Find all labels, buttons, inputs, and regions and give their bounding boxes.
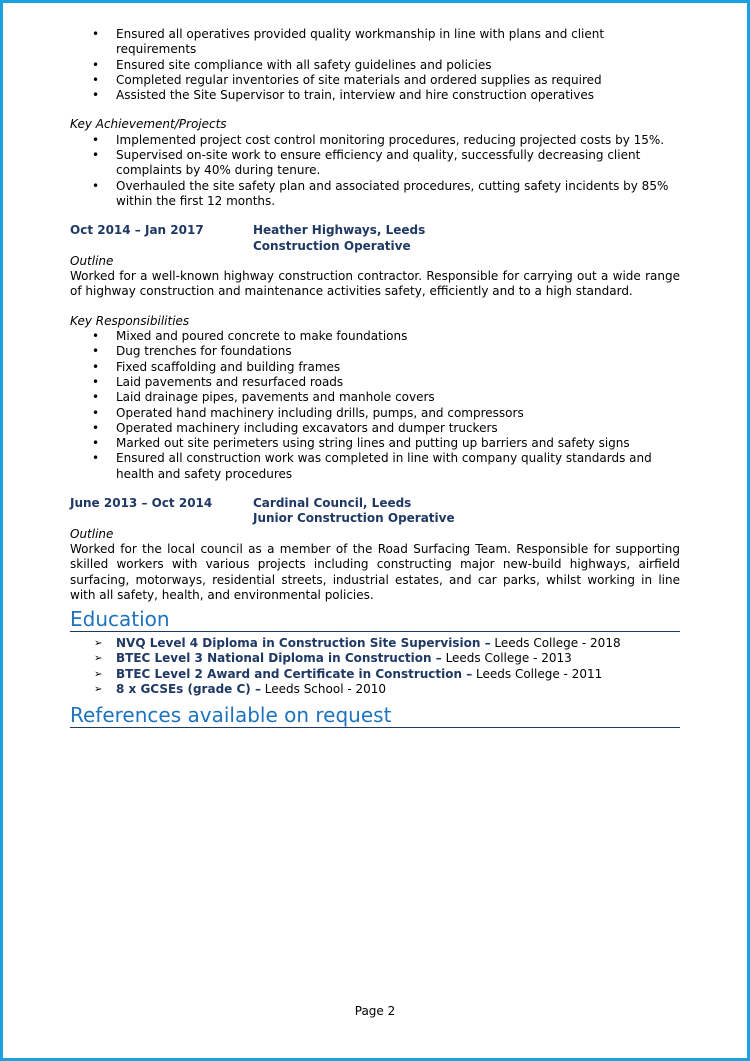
job-dates: Oct 2014 – Jan 2017 <box>70 223 204 238</box>
list-item: • Ensured all operatives provided quality workmanship in line with plans and client requirements <box>92 27 605 57</box>
list-item: ➢ 8 x GCSEs (grade C) – Leeds School - 2010 <box>94 681 387 696</box>
list-item: • Mixed and poured concrete to make foundations <box>92 329 408 344</box>
bullet-icon: • <box>92 420 100 435</box>
bullet-icon: • <box>92 132 100 147</box>
list-item: • Operated hand machinery including drills, pumps, and compressors <box>92 405 524 420</box>
references-heading: References available on request <box>70 703 680 728</box>
job-dates: June 2013 – Oct 2014 <box>70 496 213 511</box>
list-item: • Dug trenches for foundations <box>92 344 292 359</box>
cv-page <box>70 27 680 728</box>
bullet-icon: • <box>92 451 100 466</box>
list-item: • Laid pavements and resurfaced roads <box>92 374 344 389</box>
job-title: Construction Operative <box>253 238 411 253</box>
list-item: • Ensured all construction work was completed in line with company quality standards and health and safety procedures <box>92 451 652 481</box>
outline-heading: Outline <box>70 253 114 268</box>
list-item: • Assisted the Site Supervisor to train, interview and hire construction operatives <box>92 88 594 103</box>
job-outline: Worked for the local council as a member of the Road Surfacing Team. Responsible for supporting skilled workers with various projects including constructing major new-build highways, airfield surfacing, motorways, residential streets, industrial estates, and car parks, whilst working in line with all safety, health, and environmental policies. <box>70 541 680 602</box>
job-title: Junior Construction Operative <box>253 511 455 526</box>
job-outline: Worked for a well-known highway construction contractor. Responsible for carrying out a wide range of highway construction and maintenance activities safety, efficiently and to a high standard. <box>70 269 680 299</box>
achievements-heading: Key Achievement/Projects <box>70 117 227 132</box>
bullet-icon: • <box>92 178 100 193</box>
bullet-icon: • <box>92 405 100 420</box>
list-item: • Fixed scaffolding and building frames <box>92 359 341 374</box>
responsibilities-heading: Key Responsibilities <box>70 313 190 328</box>
list-item: • Laid drainage pipes, pavements and manhole covers <box>92 390 435 405</box>
list-item: • Implemented project cost control monitoring procedures, reducing projected costs by 15%. <box>92 132 665 147</box>
arrow-bullet-icon: ➢ <box>94 668 103 680</box>
outline-heading: Outline <box>70 526 114 541</box>
arrow-bullet-icon: ➢ <box>94 638 103 650</box>
bullet-icon: • <box>92 359 100 374</box>
bullet-icon: • <box>92 72 100 87</box>
bullet-icon: • <box>92 329 100 344</box>
list-item: • Overhauled the site safety plan and associated procedures, cutting safety incidents by 85% within the first 12 months. <box>92 178 669 208</box>
page-number: Page 2 <box>354 1004 396 1018</box>
job1-responsibilities-list <box>70 329 680 482</box>
prev-responsibilities-list <box>70 27 680 103</box>
bullet-icon: • <box>92 436 100 451</box>
bullet-icon: • <box>92 344 100 359</box>
list-item: • Completed regular inventories of site materials and ordered supplies as required <box>92 72 602 87</box>
bullet-icon: • <box>92 57 100 72</box>
job-header-heather-highways <box>70 223 680 254</box>
bullet-icon: • <box>92 88 100 103</box>
education-heading: Education <box>70 607 680 632</box>
arrow-bullet-icon: ➢ <box>94 653 103 665</box>
list-item: • Operated machinery including excavators and dumper truckers <box>92 420 498 435</box>
job-employer: Cardinal Council, Leeds <box>253 496 412 511</box>
bullet-icon: • <box>92 390 100 405</box>
list-item: ➢ BTEC Level 3 National Diploma in Construction – Leeds College - 2013 <box>94 651 572 666</box>
arrow-bullet-icon: ➢ <box>94 683 103 695</box>
education-list <box>70 636 680 697</box>
bullet-icon: • <box>92 27 100 41</box>
job-employer: Heather Highways, Leeds <box>253 223 426 238</box>
list-item: ➢ BTEC Level 2 Award and Certificate in Construction – Leeds College - 2011 <box>94 666 603 681</box>
list-item: • Marked out site perimeters using string lines and putting up barriers and safety signs <box>92 436 630 451</box>
list-item: • Supervised on-site work to ensure efficiency and quality, successfully decreasing client complaints by 40% during tenure. <box>92 148 641 178</box>
list-item: • Ensured site compliance with all safety guidelines and policies <box>92 57 492 72</box>
bullet-icon: • <box>92 148 100 163</box>
achievements-list <box>70 133 680 209</box>
job-header-cardinal-council <box>70 496 680 527</box>
list-item: ➢ NVQ Level 4 Diploma in Construction Site Supervision – Leeds College - 2018 <box>94 636 621 651</box>
bullet-icon: • <box>92 374 100 389</box>
